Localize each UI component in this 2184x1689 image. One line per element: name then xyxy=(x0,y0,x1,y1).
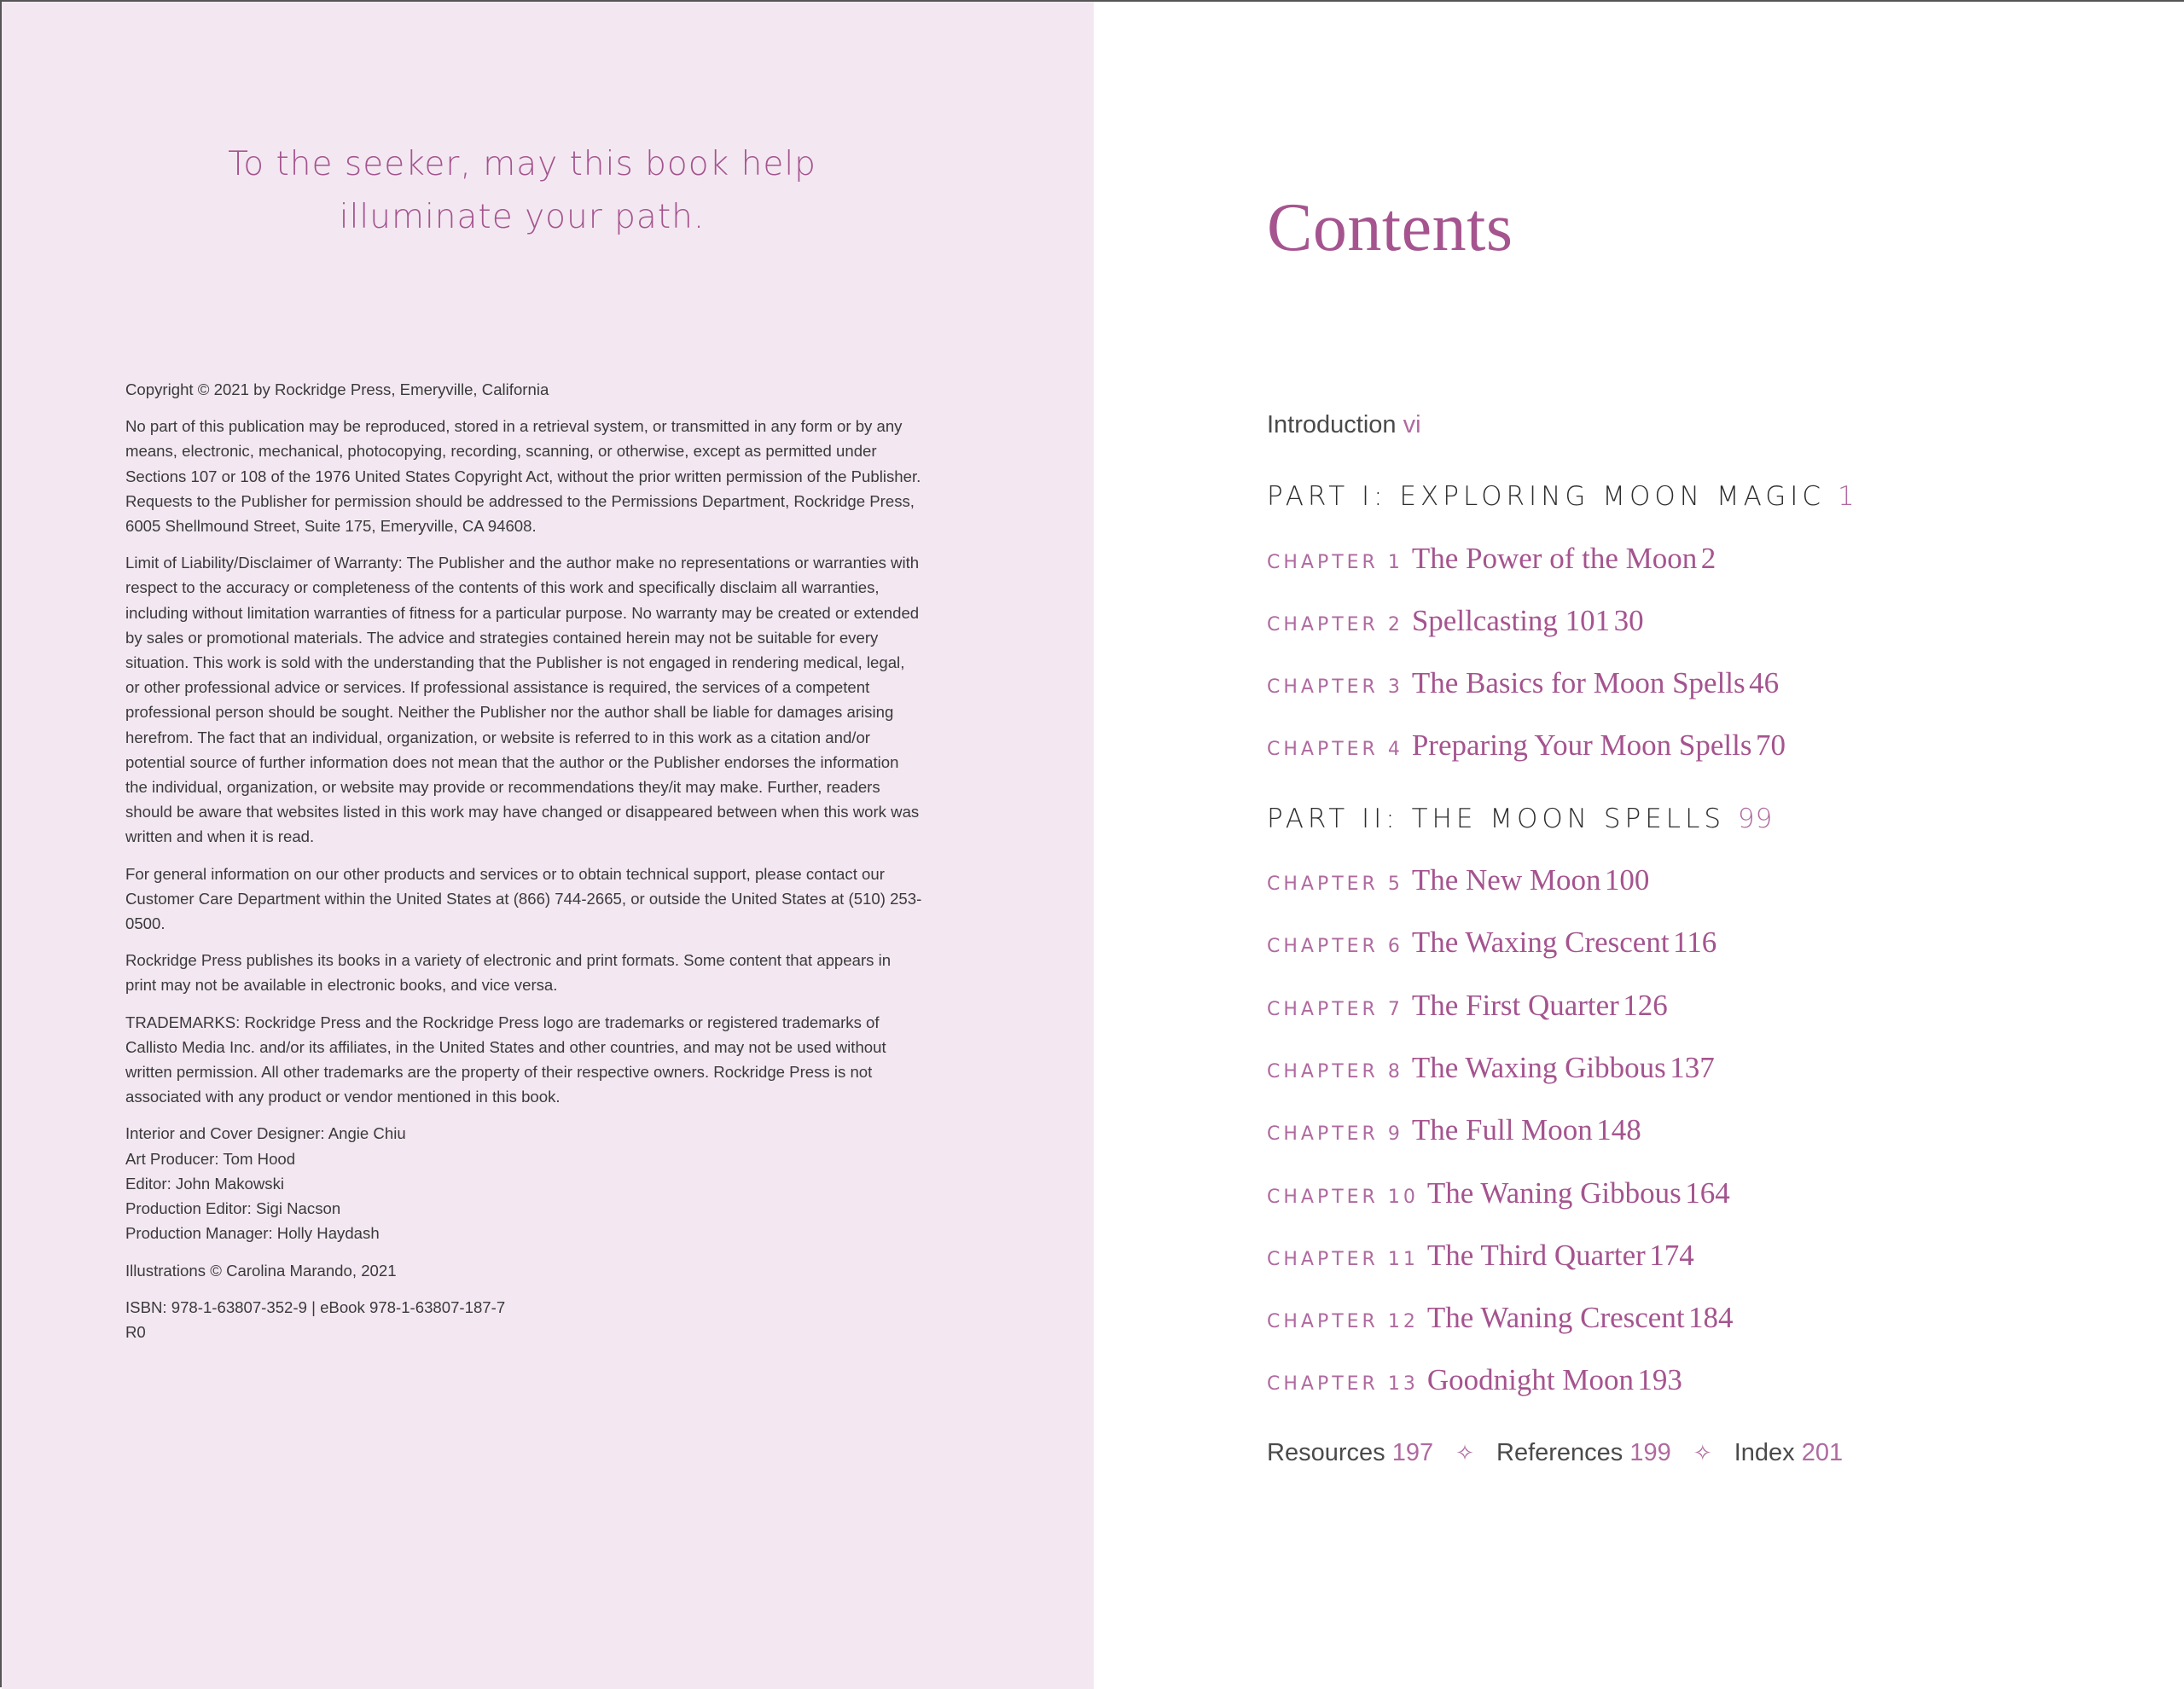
toc-page-number: 199 xyxy=(1629,1439,1671,1466)
chapter-title: The First Quarter xyxy=(1411,989,1619,1022)
chapter-label: CHAPTER 2 xyxy=(1267,614,1403,636)
chapter-title: Preparing Your Moon Spells xyxy=(1411,728,1752,762)
toc-page-number: 100 xyxy=(1604,863,1650,897)
credit-line: Production Manager: Holly Haydash xyxy=(125,1224,380,1243)
toc-page-number: 30 xyxy=(1613,604,1644,637)
toc-page-number: 2 xyxy=(1700,542,1716,575)
toc-page-number: 148 xyxy=(1596,1113,1641,1146)
chapter-title: The Full Moon xyxy=(1411,1113,1593,1146)
chapter-label: CHAPTER 9 xyxy=(1267,1123,1403,1145)
chapter-label: CHAPTER 6 xyxy=(1267,936,1403,957)
toc-page-number: 1 xyxy=(1837,481,1856,512)
formats-paragraph: Rockridge Press publishes its books in a variety of electronic and print formats. Some content that appears in print may not be available in electronic books, and vice versa. xyxy=(125,951,892,995)
credits-list xyxy=(125,1121,923,1245)
toc-part xyxy=(1267,481,1856,512)
toc-chapter xyxy=(1267,926,1716,960)
chapter-title: The Power of the Moon xyxy=(1411,542,1698,575)
contact-paragraph: For general information on our other products and services or to obtain technical support, please contact our Customer Care Department within the United States at (866) 744-2665, or outside the United States at (510) 253-0500. xyxy=(125,864,922,933)
toc-label: Index xyxy=(1734,1439,1795,1466)
chapter-label: CHAPTER 12 xyxy=(1267,1311,1419,1332)
toc-part xyxy=(1267,804,1773,834)
toc-chapter xyxy=(1267,666,1779,700)
disclaimer-paragraph: Limit of Liability/Disclaimer of Warranty: The Publisher and the author make no representations or warranties with respect to the accuracy or completeness of the contents of this work and specifically disclaim all warranties, including without limitation warranties of fitness for a particular purpose. No warranty may be created or extended by sales or promotional materials. The advice and strategies contained herein may not be suitable for every situation. This work is sold with the understanding that the Publisher is not engaged in rendering medical, legal, or other professional advice or services. If professional assistance is required, the services of a competent professional person should be sought. Neither the Publisher nor the author shall be liable for damages arising herefrom. The fact that an individual, organization, or website is referred to in this work as a citation and/or potential source of further information does not mean that the author or the Publisher endorses the information the individual, organization, or website may provide or recommendations they/it may make. Further, readers should be aware that websites listed in this work may have changed or disappeared between when this work was written and when it is read. xyxy=(125,554,920,846)
dedication xyxy=(130,138,915,244)
chapter-title: The New Moon xyxy=(1411,863,1601,897)
printing-line: R0 xyxy=(125,1322,146,1341)
chapter-title: The Waning Crescent xyxy=(1426,1301,1685,1334)
toc-page-number: 137 xyxy=(1670,1051,1715,1084)
toc-page-number: 46 xyxy=(1749,666,1780,699)
copyright-line: Copyright © 2021 by Rockridge Press, Emeryville, California xyxy=(125,380,549,398)
toc-label: Introduction xyxy=(1267,411,1397,438)
credit-line: Editor: John Makowski xyxy=(125,1174,285,1193)
toc-chapter xyxy=(1267,1239,1694,1273)
toc-page-number: 70 xyxy=(1755,728,1786,762)
chapter-label: CHAPTER 1 xyxy=(1267,552,1403,573)
chapter-label: CHAPTER 8 xyxy=(1267,1061,1403,1082)
chapter-title: The Basics for Moon Spells xyxy=(1411,666,1745,699)
chapter-label: CHAPTER 7 xyxy=(1267,999,1403,1020)
toc-part-label: PART II: THE MOON SPELLS xyxy=(1267,804,1726,834)
toc-page-number: 99 xyxy=(1737,804,1774,834)
toc-introduction xyxy=(1267,411,1421,439)
copyright-page xyxy=(2,2,1094,1689)
chapter-label: CHAPTER 13 xyxy=(1267,1373,1419,1395)
contents-page xyxy=(1094,2,2184,1689)
toc-page-number: 184 xyxy=(1688,1301,1734,1334)
toc-page-number: vi xyxy=(1403,411,1421,438)
chapter-title: The Third Quarter xyxy=(1426,1239,1646,1272)
toc-chapter xyxy=(1267,1051,1715,1085)
toc-chapter xyxy=(1267,1113,1641,1147)
dedication-line: illuminate your path. xyxy=(339,198,706,236)
copyright-block xyxy=(125,377,923,1344)
toc-page-number: 174 xyxy=(1649,1239,1694,1272)
star-separator-icon: ✧ xyxy=(1693,1440,1712,1466)
toc-label: References xyxy=(1496,1439,1623,1466)
toc-page-number: 164 xyxy=(1685,1176,1730,1210)
dedication-line: To the seeker, may this book help xyxy=(228,145,816,183)
chapter-title: The Waxing Crescent xyxy=(1411,926,1670,959)
chapter-title: Spellcasting 101 xyxy=(1411,604,1611,637)
toc-page-number: 193 xyxy=(1637,1363,1682,1396)
credit-line: Production Editor: Sigi Nacson xyxy=(125,1199,341,1218)
chapter-label: CHAPTER 5 xyxy=(1267,874,1403,895)
chapter-title: The Waning Gibbous xyxy=(1426,1176,1682,1210)
toc-part-label: PART I: EXPLORING MOON MAGIC xyxy=(1267,481,1826,512)
toc-chapter xyxy=(1267,604,1644,638)
trademarks-paragraph: TRADEMARKS: Rockridge Press and the Rockridge Press logo are trademarks or registered trademarks of Callisto Media Inc. and/or its affiliates, in the United States and other countries, and may not be used without written permission. All other trademarks are the property of their respective owners. Rockridge Press is not associated with any product or vendor mentioned in this book. xyxy=(125,1013,886,1106)
toc-page-number: 116 xyxy=(1673,926,1717,959)
toc-chapter xyxy=(1267,1301,1734,1335)
chapter-label: CHAPTER 4 xyxy=(1267,739,1403,760)
toc-chapter xyxy=(1267,728,1786,763)
isbn-line: ISBN: 978-1-63807-352-9 | eBook 978-1-63807-187-7 xyxy=(125,1297,506,1316)
chapter-title: The Waxing Gibbous xyxy=(1411,1051,1666,1084)
toc-chapter xyxy=(1267,1363,1682,1397)
contents-title: Contents xyxy=(1267,190,1513,265)
chapter-label: CHAPTER 10 xyxy=(1267,1187,1419,1208)
copyright-paragraph: No part of this publication may be reproduced, stored in a retrieval system, or transmitted in any form or by any means, electronic, mechanical, photocopying, recording, scanning, or otherwise, except as permitted under Sections 107 or 108 of the 1976 United States Copyright Act, without the prior written permission of the Publisher. Requests to the Publisher for permission should be addressed to the Permissions Department, Rockridge Press, 6005 Shellmound Street, Suite 175, Emeryville, CA 94608. xyxy=(125,417,921,536)
toc-label: Resources xyxy=(1267,1439,1385,1466)
credit-line: Interior and Cover Designer: Angie Chiu xyxy=(125,1124,406,1143)
toc-chapter xyxy=(1267,989,1668,1023)
chapter-label: CHAPTER 3 xyxy=(1267,676,1403,698)
toc-page-number: 201 xyxy=(1801,1439,1844,1466)
toc-chapter xyxy=(1267,863,1649,897)
toc-chapter xyxy=(1267,542,1716,576)
toc-page-number: 197 xyxy=(1391,1439,1434,1466)
credit-line: Art Producer: Tom Hood xyxy=(125,1149,296,1168)
chapter-title: Goodnight Moon xyxy=(1426,1363,1634,1396)
star-separator-icon: ✧ xyxy=(1455,1440,1474,1466)
chapter-label: CHAPTER 11 xyxy=(1267,1249,1419,1270)
toc-page-number: 126 xyxy=(1623,989,1668,1022)
illustrations-credit: Illustrations © Carolina Marando, 2021 xyxy=(125,1261,397,1280)
toc-chapter xyxy=(1267,1176,1730,1210)
toc-back-matter xyxy=(1267,1439,1843,1467)
